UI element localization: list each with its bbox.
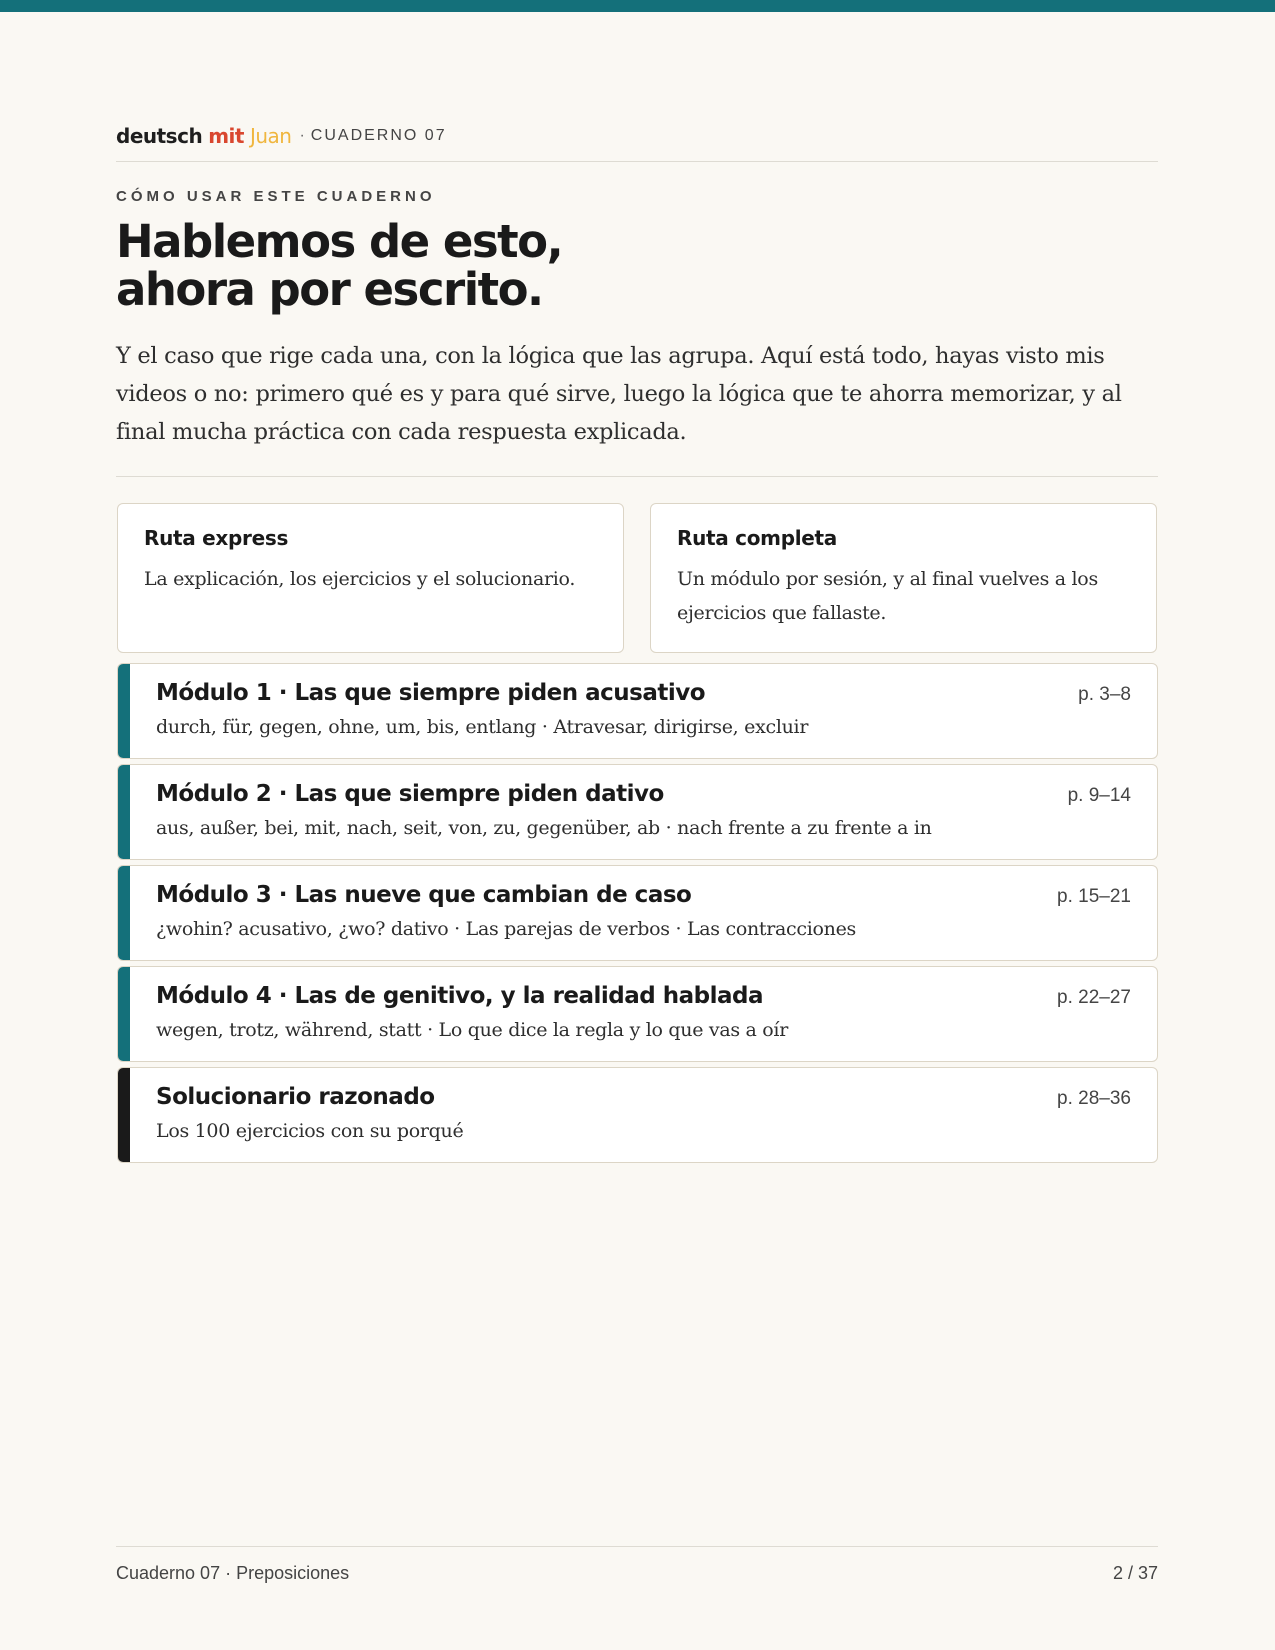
module-title: Módulo 4 · Las de genitivo, y la realidad hablada: [156, 983, 764, 1009]
module-pages: p. 9–14: [1067, 785, 1131, 806]
notebook-label: CUADERNO 07: [310, 126, 447, 144]
module-title: Módulo 3 · Las nueve que cambian de caso: [156, 882, 692, 908]
module-stripe: [118, 1068, 130, 1162]
page-title: [116, 215, 1016, 316]
module-stripe: [118, 664, 130, 758]
route-card-title: Ruta express: [144, 526, 289, 550]
brand-word-deutsch: deutsch: [116, 123, 203, 148]
page-header: [116, 122, 1158, 162]
module-stripe: [118, 765, 130, 859]
module-card-1[interactable]: [117, 663, 1158, 759]
route-card-text: La explicación, los ejercicios y el solucionario.: [144, 568, 576, 590]
module-title: Solucionario razonado: [156, 1084, 435, 1110]
module-subtitle: Los 100 ejercicios con su porqué: [156, 1120, 464, 1142]
route-card-text: Un módulo por sesión, y al final vuelves a los ejercicios que fallaste.: [677, 568, 1098, 624]
route-card-complete: [650, 503, 1157, 653]
header-separator: ·: [299, 126, 305, 144]
page-number: 2 / 37: [1112, 1563, 1158, 1583]
intro-paragraph: Y el caso que rige cada una, con la lógica que las agrupa. Aquí está todo, hayas visto mis videos o no: primero qué es y para qué sirve, luego la lógica que te ahorra memorizar, y al final mucha práctica con cada respuesta explicada.: [116, 343, 1122, 445]
module-subtitle: wegen, trotz, während, statt · Lo que dice la regla y lo que vas a oír: [156, 1019, 788, 1041]
module-title: Módulo 1 · Las que siempre piden acusativo: [156, 680, 706, 706]
brand-logo: [116, 124, 291, 148]
module-subtitle: durch, für, gegen, ohne, um, bis, entlang · Atravesar, dirigirse, excluir: [156, 716, 809, 738]
module-card-2[interactable]: [117, 764, 1158, 860]
module-pages: p. 3–8: [1078, 684, 1131, 705]
module-card-3[interactable]: [117, 865, 1158, 961]
page-title-line-2: ahora por escrito.: [116, 263, 543, 316]
module-card-4[interactable]: [117, 966, 1158, 1062]
module-stripe: [118, 967, 130, 1061]
module-card-solutions[interactable]: [117, 1067, 1158, 1163]
section-eyebrow: CÓMO USAR ESTE CUADERNO: [116, 188, 436, 205]
page-title-line-1: Hablemos de esto,: [116, 215, 563, 268]
module-pages: p. 28–36: [1057, 1088, 1131, 1109]
brand-word-juan: Juan: [249, 123, 292, 148]
module-title: Módulo 2 · Las que siempre piden dativo: [156, 781, 664, 807]
module-pages: p. 15–21: [1057, 886, 1131, 907]
brand-word-mit: mit: [208, 123, 244, 148]
section-divider: [116, 476, 1158, 477]
module-stripe: [118, 866, 130, 960]
top-accent-bar: [0, 0, 1275, 12]
page-footer: [116, 1546, 1158, 1583]
module-subtitle: ¿wohin? acusativo, ¿wo? dativo · Las parejas de verbos · Las contracciones: [156, 918, 856, 940]
module-pages: p. 22–27: [1057, 987, 1131, 1008]
route-card-title: Ruta completa: [677, 526, 837, 550]
footer-notebook-title: Cuaderno 07 · Preposiciones: [116, 1563, 350, 1583]
route-card-express: [117, 503, 624, 653]
module-subtitle: aus, außer, bei, mit, nach, seit, von, zu, gegenüber, ab · nach frente a zu frente a in: [156, 817, 932, 839]
